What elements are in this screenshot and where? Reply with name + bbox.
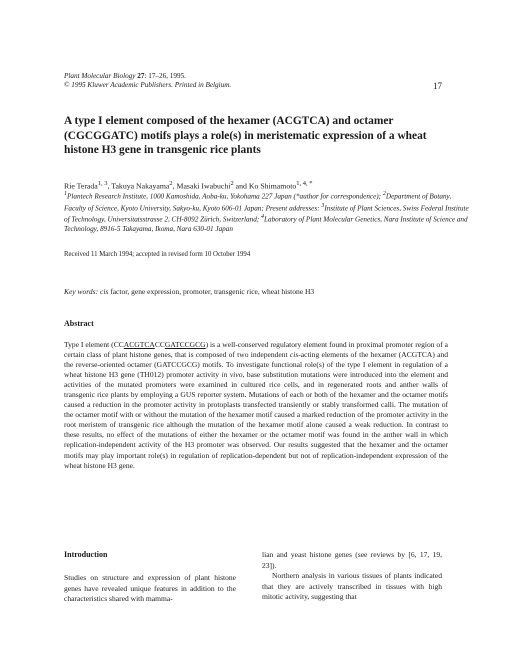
affiliations: $^1$Plantech Research Institute, 1000 Kamoshida, Aoba-ku, Yokohama 227 Japan (*author for correspondence); $^2$Department of Botany, Faculty of Science, Kyoto University, Sakyo-ku, Kyoto 606-01 Japan; Present addresses: $^3$Institute of Plant Sciences, Swiss Federal Institute of Technology, Universitatsstrasse 2, CH-8092 Zürich, Switzerland; $^4$Laboratory of Plant Molecular Genetics, Nara Institute of Science and Technology, 8916-5 Takayama, Ikoma, Nara 630-01 Japan xyxy=(64,191,469,234)
paper-title: A type I element composed of the hexamer (ACGTCA) and octamer (CGCGGATC) motifs plays a role(s) in meristematic expression of a wheat histone H3 gene in transgenic rice plants xyxy=(64,115,427,156)
keywords-label: Key words xyxy=(64,287,96,296)
introduction-column-right: lian and yeast histone genes (see reviews by [6, 17, 19, 23]). Northern analysis in various tissues of plants indicated that they are actively transcribed in tissues with high mitotic activity, suggesting that xyxy=(262,550,442,602)
author-sup: 1, 3 xyxy=(97,180,108,187)
keywords: Key words: cis factor, gene expression, promoter, transgenic rice, wheat histone H3 xyxy=(64,287,315,296)
author-name: , Takuya Nakayama xyxy=(107,181,170,191)
journal-pages: : 17–26, 1995. xyxy=(144,72,186,80)
author-sup: 2 xyxy=(169,180,173,187)
author-name: and Ko Shimamoto xyxy=(233,181,297,191)
page-number: 17 xyxy=(433,81,442,91)
abstract-heading: Abstract xyxy=(64,319,94,328)
keyword-cis: cis xyxy=(99,287,109,296)
octamer-underline: GATCCGCG xyxy=(164,340,206,349)
journal-copyright: © 1995 Kluwer Academic Publishers. Printed in Belgium. xyxy=(64,81,232,89)
received-dates: Received 11 March 1994; accepted in revised form 10 October 1994 xyxy=(64,251,251,258)
abstract-body: Type I element (CCACGTCACCGATCCGCG) is a well-conserved regulatory element found in proximal promoter region of a certain class of plant histone genes, that is composed of two independent cis-acting elements of the hexamer (ACGTCA) and the reverse-oriented octamer (GATCCGCG) motifs. To investigate functional role(s) of the type I element in regulation of a wheat histone H3 gene (TH012) promoter activity in vivo, base substitution mutations were introduced into the element and activities of the mutated promoters were examined in cultured rice cells, and in regenerated roots and anther walls of transgenic rice plants by employing a GUS reporter system. Mutations of each or both of the hexamer and the octamer motifs caused a reduction in the promoter activity in protoplasts transfected transiently or stably transformed calli. The mutation of the octamer motif with or without the mutation of the hexamer motif caused a marked reduction of the promoter activity in the root meristem of transgenic rice although the mutation of the hexamer motif alone caused a weak reduction. In contrast to these results, no effect of the mutations of either the hexamer or the octamer motif was found in the anther wall in which replication-independent activity of the H3 promoter was observed. Our results suggested that the hexamer and the octamer motifs may play important role(s) in regulation of replication-dependent but not of replication-independent expression of the wheat histone H3 gene. xyxy=(64,340,449,470)
hexamer-underline: ACGTCA xyxy=(123,340,155,349)
author-sup: 1, 4, * xyxy=(296,180,313,187)
author-name: Rie Terada xyxy=(64,181,98,191)
introduction-column-left: Studies on structure and expression of plant histone genes have revealed unique features in addition to the characteristics shared with mamma- xyxy=(64,573,236,604)
introduction-heading: Introduction xyxy=(64,550,108,559)
journal-header xyxy=(64,72,231,90)
author-sup: 2 xyxy=(230,180,234,187)
journal-citation: Plant Molecular Biology 27: 17–26, 1995. xyxy=(64,72,186,80)
author-name: , Masaki Iwabuchi xyxy=(172,181,231,191)
journal-volume: 27 xyxy=(137,72,145,80)
